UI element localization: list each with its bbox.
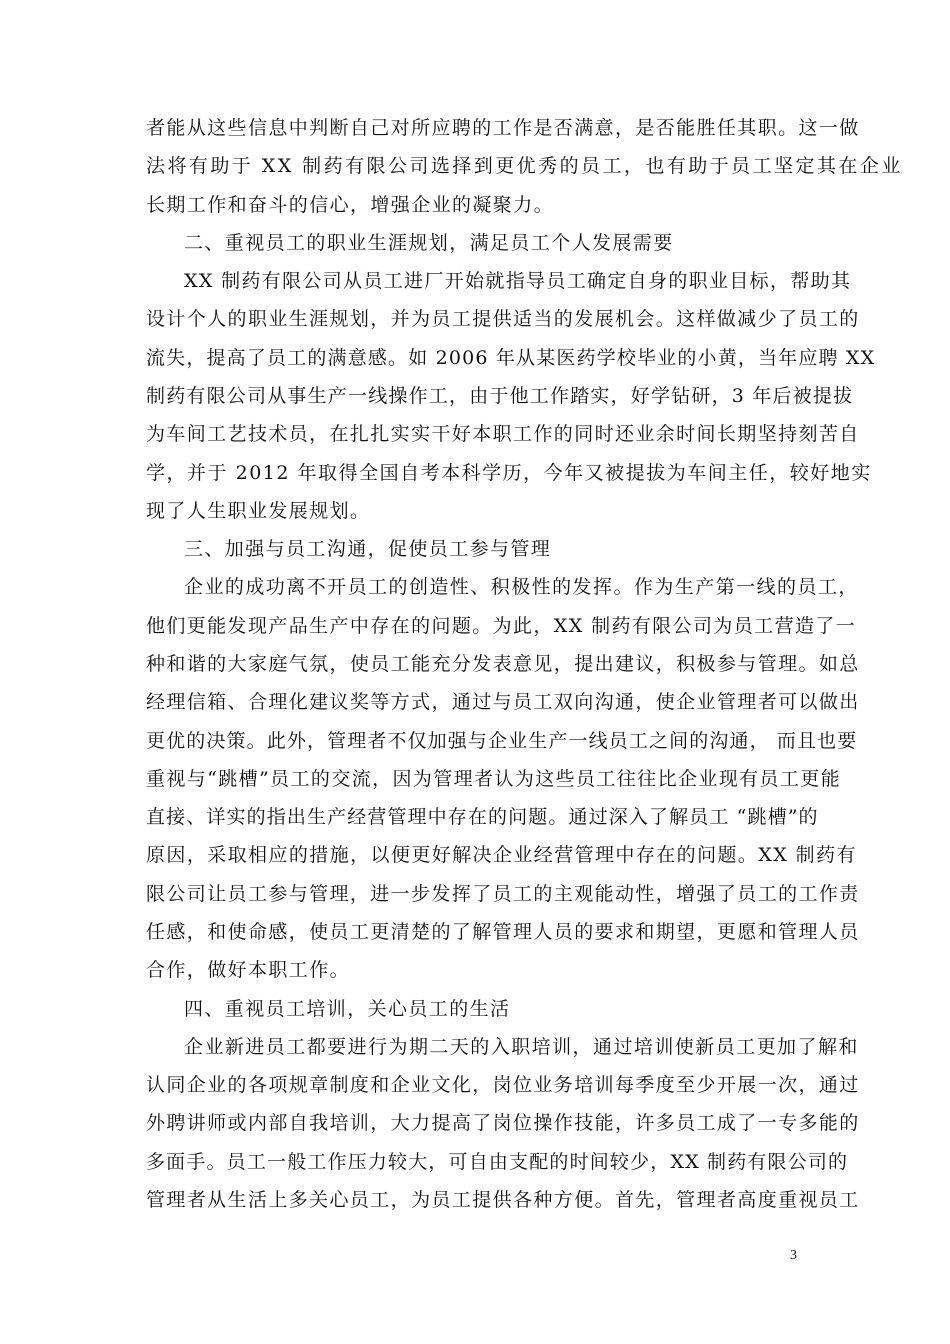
line-text: 制药有限公司从事生产一线操作工，由于他工作踏实，好学钻研，3 年后被提拔 <box>146 385 854 407</box>
line-text: 认同企业的各项规章制度和企业文化，岗位业务培训每季度至少开展一次，通过 <box>146 1074 860 1096</box>
section-heading <box>0 989 950 1029</box>
heading-text: 三、加强与员工沟通，促使员工参与管理 <box>184 538 552 560</box>
text-line <box>0 1065 950 1105</box>
text-line <box>0 108 950 148</box>
text-line <box>0 414 950 454</box>
line-text: 外聘讲师或内部自我培训，大力提高了岗位操作技能，许多员工成了一专多能的 <box>146 1112 860 1134</box>
text-line <box>0 1027 950 1067</box>
text-line <box>0 835 950 875</box>
text-line <box>0 912 950 952</box>
line-text: 企业新进员工都要进行为期二天的入职培训，通过培训使新员工更加了解和 <box>184 1036 859 1058</box>
text-line <box>0 491 950 531</box>
line-text: 任感，和使命感，使员工更清楚的了解管理人员的要求和期望，更愿和管理人员 <box>146 921 860 943</box>
line-text: 重视与“跳槽”员工的交流，因为管理者认为这些员工往往比企业现有员工更能 <box>146 768 842 790</box>
text-line <box>0 606 950 646</box>
text-line <box>0 1103 950 1143</box>
line-text: 更优的决策。此外，管理者不仅加强与企业生产一线员工之间的沟通， 而且也要 <box>146 730 858 752</box>
line-text: 流失，提高了员工的满意感。如 2006 年从某医药学校毕业的小黄，当年应聘 XX <box>146 347 876 369</box>
text-line <box>0 453 950 493</box>
heading-text: 四、重视员工培训，关心员工的生活 <box>184 998 511 1020</box>
line-text: 企业的成功离不开员工的创造性、积极性的发挥。作为生产第一线的员工， <box>184 576 859 598</box>
text-line <box>0 567 950 607</box>
line-text: 现了人生职业发展规划。 <box>146 500 371 522</box>
text-line <box>0 338 950 378</box>
text-line <box>0 644 950 684</box>
text-line <box>0 299 950 339</box>
text-line <box>0 682 950 722</box>
text-line <box>0 874 950 914</box>
text-line <box>0 1142 950 1182</box>
line-text: 经理信箱、合理化建议奖等方式，通过与员工双向沟通，使企业管理者可以做出 <box>146 691 860 713</box>
heading-text: 二、重视员工的职业生涯规划，满足员工个人发展需要 <box>184 232 674 254</box>
line-text: 设计个人的职业生涯规划，并为员工提供适当的发展机会。这样做减少了员工的 <box>146 308 860 330</box>
line-text: 法将有助于 XX 制药有限公司选择到更优秀的员工，也有助于员工坚定其在企业 <box>146 155 903 177</box>
line-text: 合作，做好本职工作。 <box>146 959 351 981</box>
text-line <box>0 950 950 990</box>
text-line <box>0 797 950 837</box>
text-line <box>0 759 950 799</box>
line-text: 原因，采取相应的措施，以便更好解决企业经营管理中存在的问题。XX 制药有 <box>146 844 857 866</box>
text-line <box>0 185 950 225</box>
line-text: 为车间工艺技术员，在扎扎实实干好本职工作的同时还业余时间长期坚持刻苦自 <box>146 423 860 445</box>
line-text: 学，并于 2012 年取得全国自考本科学历，今年又被提拔为车间主任，较好地实 <box>146 462 872 484</box>
section-heading <box>0 529 950 569</box>
text-line <box>0 721 950 761</box>
text-line <box>0 146 950 186</box>
line-text: 限公司让员工参与管理，进一步发挥了员工的主观能动性，增强了员工的工作责 <box>146 883 860 905</box>
line-text: 管理者从生活上多关心员工，为员工提供各种方便。首先，管理者高度重视员工 <box>146 1189 860 1211</box>
text-line <box>0 261 950 301</box>
text-line <box>0 376 950 416</box>
line-text: 直接、详实的指出生产经营管理中存在的问题。通过深入了解员工 “跳槽”的 <box>146 806 819 828</box>
line-text: 长期工作和奋斗的信心，增强企业的凝聚力。 <box>146 194 555 216</box>
line-text: 他们更能发现产品生产中存在的问题。为此，XX 制药有限公司为员工营造了一 <box>146 615 857 637</box>
line-text: XX 制药有限公司从员工进厂开始就指导员工确定自身的职业目标，帮助其 <box>184 270 852 292</box>
page-number: 3 <box>790 1248 797 1263</box>
line-text: 多面手。员工一般工作压力较大，可自由支配的时间较少，XX 制药有限公司的 <box>146 1151 849 1173</box>
section-heading <box>0 223 950 263</box>
text-line <box>0 1180 950 1220</box>
line-text: 种和谐的大家庭气氛，使员工能充分发表意见，提出建议，积极参与管理。如总 <box>146 653 860 675</box>
line-text: 者能从这些信息中判断自己对所应聘的工作是否满意，是否能胜任其职。这一做 <box>146 117 860 139</box>
